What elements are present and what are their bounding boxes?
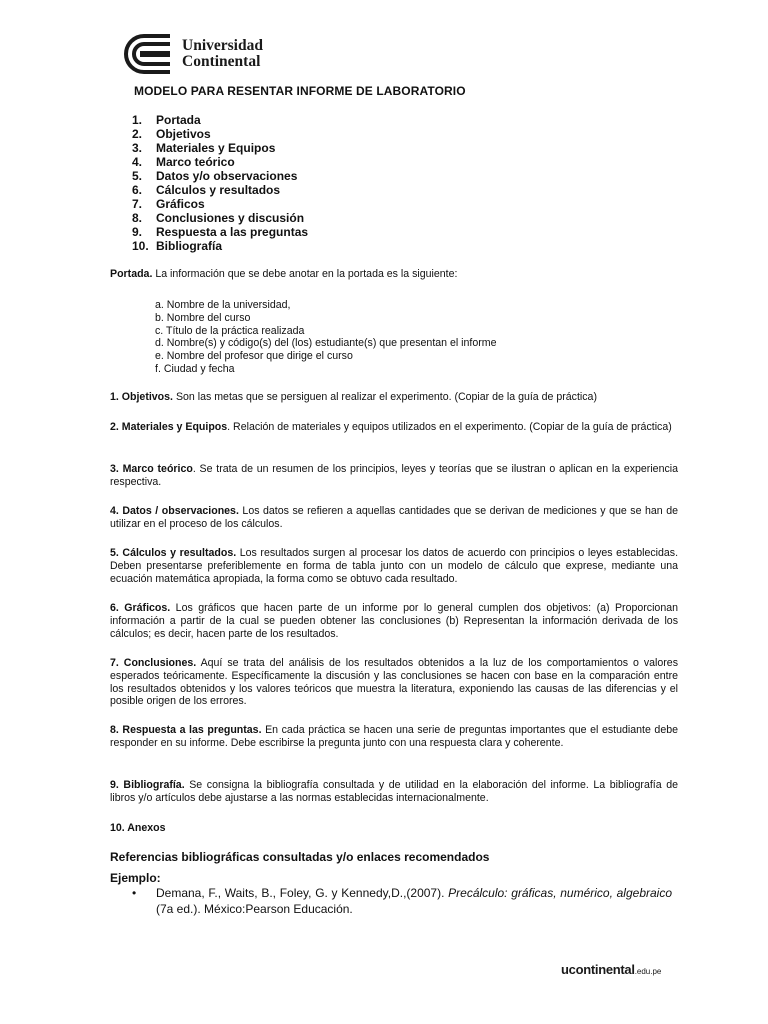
logo-line-1: Universidad xyxy=(182,37,263,54)
section-heading: 10. Anexos xyxy=(110,822,166,834)
section-heading: 7. Conclusiones. xyxy=(110,657,197,669)
section-graficos xyxy=(110,602,678,640)
reference-authors: Demana, F., Waits, B., Foley, G. y Kennedy,D.,(2007). xyxy=(156,886,449,900)
toc-label: Datos y/o observaciones xyxy=(156,169,298,183)
section-heading: 1. Objetivos. xyxy=(110,391,173,403)
section-text: . Relación de materiales y equipos utilizados en el experimento. (Copiar de la guía de práctica) xyxy=(227,421,672,433)
toc-item xyxy=(132,113,308,127)
toc-label: Materiales y Equipos xyxy=(156,141,276,155)
toc-label: Bibliografía xyxy=(156,239,223,253)
footer-brand-domain: .edu.pe xyxy=(634,967,662,976)
section-text: Son las metas que se persiguen al realizar el experimento. (Copiar de la guía de práctica) xyxy=(173,391,597,403)
toc-label: Marco teórico xyxy=(156,155,235,169)
section-text: En cada práctica se hacen una serie de preguntas importantes que el estudiante debe responder en su informe. Debe escribirse la pregunta junto con una respuesta clara y coherente. xyxy=(110,724,678,749)
section-marco-teorico xyxy=(110,463,678,489)
section-heading: 3. Marco teórico xyxy=(110,463,193,475)
toc-label: Conclusiones y discusión xyxy=(156,211,305,225)
toc-number: 1. xyxy=(132,113,143,127)
university-logo xyxy=(124,34,263,74)
portada-items-list xyxy=(155,299,497,376)
document-title: MODELO PARA RESENTAR INFORME DE LABORATORIO xyxy=(134,84,466,98)
section-heading: 8. Respuesta a las preguntas. xyxy=(110,724,262,736)
section-heading: 6. Gráficos. xyxy=(110,602,171,614)
reference-item xyxy=(132,885,672,917)
reference-title: Precálculo: gráficas, numérico, algebraico xyxy=(448,886,673,900)
universidad-continental-logo-icon xyxy=(124,34,172,74)
section-text: Aquí se trata del análisis de los resultados obtenidos a la luz de los comportamientos o valores esperados teóricamente. Específicamente la discusión y las conclusiones se hacen con base en la comparación entre los resultados obtenidos y los valores teóricos que muestra la literatura, exponiendo las causas de las diferencias y el posible origen de los errores. xyxy=(110,657,678,708)
list-item: c. Título de la práctica realizada xyxy=(155,324,305,337)
section-datos xyxy=(110,505,678,531)
section-text: Los datos se refieren a aquellas cantidades que se derivan de mediciones y que se han de utilizar en el proceso de los cálculos. xyxy=(110,505,678,530)
toc-item xyxy=(132,169,308,183)
toc-number: 8. xyxy=(132,211,143,225)
list-item: d. Nombre(s) y código(s) del (los) estudiante(s) que presentan el informe xyxy=(155,337,497,350)
table-of-contents xyxy=(132,113,308,253)
logo-wordmark xyxy=(182,38,263,70)
bullet-icon: • xyxy=(132,886,137,900)
portada-heading: Portada. xyxy=(110,268,153,280)
reference-publisher: (7a ed.). México:Pearson Educación. xyxy=(156,902,353,916)
section-heading: 2. Materiales y Equipos xyxy=(110,421,228,433)
section-text: Se consigna la bibliografía consultada y de utilidad en la elaboración del informe. La bibliografía de libros y/o artículos debe ajustarse a las normas establecidas internacionalmente. xyxy=(110,779,678,804)
example-label: Ejemplo: xyxy=(110,871,161,885)
toc-item xyxy=(132,155,308,169)
portada-text: La información que se debe anotar en la portada es la siguiente: xyxy=(152,268,458,280)
toc-label: Objetivos xyxy=(156,127,211,141)
section-heading: 9. Bibliografía. xyxy=(110,779,185,791)
list-item: b. Nombre del curso xyxy=(155,311,251,324)
section-text: . Se trata de un resumen de los principios, leyes y teorías que se ilustran o aplican en la experiencia respectiva. xyxy=(110,463,679,488)
toc-number: 3. xyxy=(132,141,143,155)
section-heading: 4. Datos / observaciones. xyxy=(110,505,239,517)
toc-item xyxy=(132,183,308,197)
section-bibliografia xyxy=(110,779,678,805)
toc-item xyxy=(132,239,308,253)
reference-text xyxy=(156,885,672,917)
toc-number: 5. xyxy=(132,169,143,183)
toc-number: 2. xyxy=(132,127,143,141)
list-item: a. Nombre de la universidad, xyxy=(155,299,291,311)
section-text: Los resultados surgen al procesar los datos de acuerdo con principios o leyes establecidas. Deben presentarse preferiblemente en forma de tabla junto con un modelo de cálculo que exprese, mediante una ecuación matemática apropiada, la forma como se obtuvo cada resultado. xyxy=(110,547,679,585)
toc-number: 4. xyxy=(132,155,143,169)
toc-item xyxy=(132,127,308,141)
toc-item xyxy=(132,211,308,225)
section-heading: 5. Cálculos y resultados. xyxy=(110,547,237,559)
list-item: e. Nombre del profesor que dirige el curso xyxy=(155,350,353,363)
references-heading: Referencias bibliográficas consultadas y/o enlaces recomendados xyxy=(110,850,490,864)
toc-item xyxy=(132,197,308,211)
toc-label: Portada xyxy=(156,113,201,127)
section-text: Los gráficos que hacen parte de un informe por lo general cumplen dos objetivos: (a) Proporcionan información a partir de la cual se pueden obtener las conclusiones (b) Representan la información derivada de los cálculos; es decir, hacen parte de los resultados. xyxy=(110,602,678,640)
toc-number: 6. xyxy=(132,183,143,197)
toc-label: Respuesta a las preguntas xyxy=(156,225,309,239)
toc-number: 7. xyxy=(132,197,143,211)
portada-paragraph xyxy=(110,268,678,281)
section-respuesta xyxy=(110,724,678,750)
toc-label: Cálculos y resultados xyxy=(156,183,281,197)
toc-item xyxy=(132,141,308,155)
footer-brand-main: ucontinental xyxy=(561,962,635,977)
section-calculos xyxy=(110,547,678,585)
toc-label: Gráficos xyxy=(156,197,205,211)
toc-number: 10. xyxy=(132,239,149,253)
list-item: f. Ciudad y fecha xyxy=(155,362,235,375)
section-materiales xyxy=(110,421,678,434)
section-objetivos xyxy=(110,391,678,404)
logo-line-2: Continental xyxy=(182,53,261,70)
toc-number: 9. xyxy=(132,225,143,239)
section-conclusiones xyxy=(110,657,678,708)
footer-brand xyxy=(561,962,661,977)
section-anexos xyxy=(110,822,678,835)
toc-item xyxy=(132,225,308,239)
